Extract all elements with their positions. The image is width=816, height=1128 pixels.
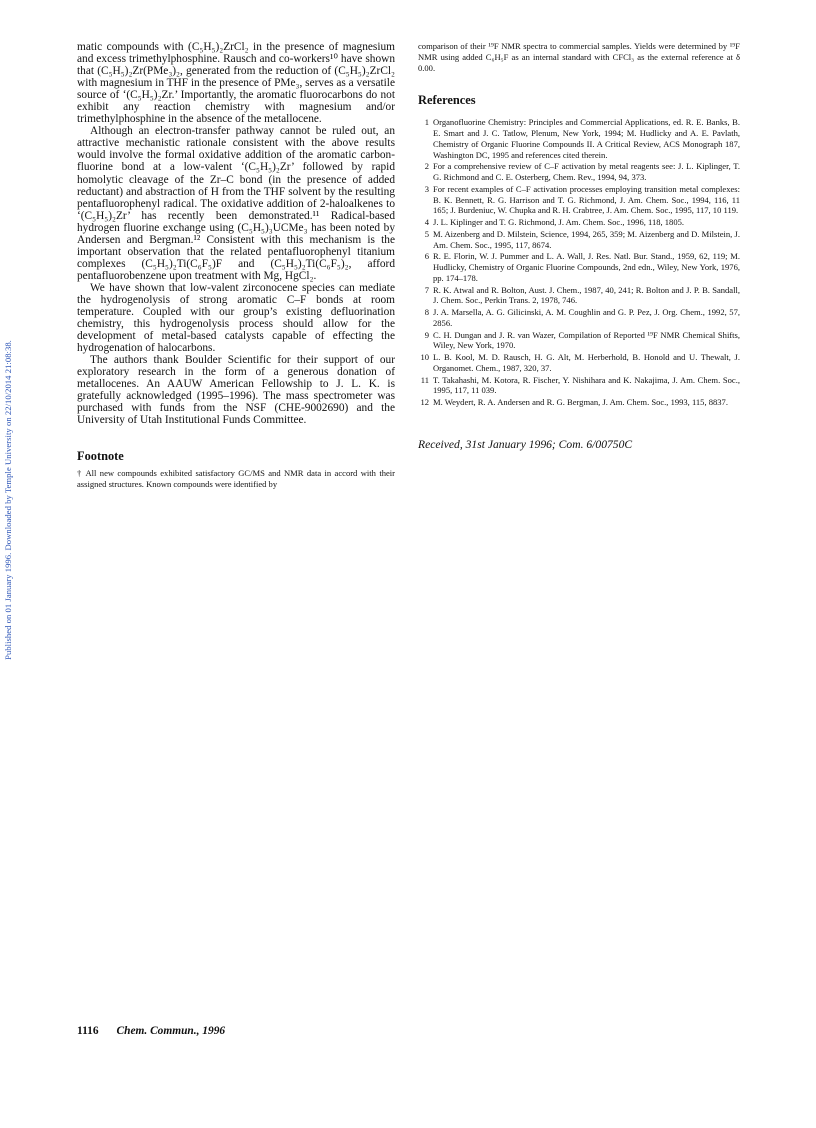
reference-text: R. E. Florin, W. J. Pummer and L. A. Wall, J. Res. Natl. Bur. Stand., 1959, 62, 119; M. Hudlicky, Chemistry of Organic Fluorine Compounds, 2nd edn., Wiley, New York, 1976, pp. 174–178. xyxy=(433,251,740,283)
reference-text: R. K. Atwal and R. Bolton, Aust. J. Chem., 1987, 40, 241; R. Bolton and J. P. B. Sandall, J. Chem. Soc., Perkin Trans. 2, 1978, 746. xyxy=(433,284,740,306)
body-paragraph: Although an electron-transfer pathway cannot be ruled out, an attractive mechanistic rationale consistent with the above results would involve the formal oxidative addition of the aromatic carbon-fluorine bond at a low-valent ‘(C₅H₅)₂Zr’ followed by rapid homolytic cleavage of the Zr–C bond (in the presence of added reductant) and abstraction of H from the THF solvent by the resulting pentafluorophenyl radical. The oxidative addition of 2-haloalkenes to ‘(C₅H₅)₂Zr’ has recently been demonstrated.¹¹ Radical-based hydrogen fluorine exchange using (C₅H₅)₃UCMe₃ has been noted by Andersen and Bergman.¹² Consistent with this mechanism is the important observation that the related pentafluorophenyl titanium complexes (C₅H₅)₂Ti(C₆F₅)F and (C₅H₅)₂Ti(C₆F₅)₂, afford pentafluorobenzene upon treatment with Mg, HgCl₂. xyxy=(77,125,395,282)
footnote-continuation: comparison of their ¹⁹F NMR spectra to commercial samples. Yields were determined by ¹⁹F NMR using added C₆H₅F as an internal standard with CFCl₃ as the external reference at δ 0.00. xyxy=(418,41,740,74)
reference-number: 10 xyxy=(420,352,429,363)
footnote-text: † All new compounds exhibited satisfactory GC/MS and NMR data in accord with their assigned structures. Known compounds were identified by xyxy=(77,467,395,489)
reference-number: 9 xyxy=(424,329,429,340)
reference-number: 5 xyxy=(424,228,429,239)
reference-text: Organofluorine Chemistry: Principles and Commercial Applications, ed. R. E. Banks, B. E. Smart and J. C. Tatlow, Plenum, New York, 1994; M. Hudlicky and A. E. Pavlath, Chemistry of Organic Fluorine Compounds II. A Critical Review, ACS Monograph 187, Washington DC, 1995 and references cited therein. xyxy=(433,117,740,160)
reference-text: For recent examples of C–F activation processes employing transition metal complexes: B. K. Bennett, R. G. Harrison and T. G. Richmond, J. Am. Chem. Soc., 1994, 116, 11 165; J. Burdeniuc, W. Chupka and R. H. Crabtree, J. Am. Chem. Soc., 1995, 117, 10 119. xyxy=(433,183,740,216)
reference-item xyxy=(418,217,740,228)
body-paragraph: matic compounds with (C₅H₅)₂ZrCl₂ in the presence of magnesium and excess trimethylphosphine. Rausch and co-workers¹⁰ have shown that (C₅H₅)₂Zr(PMe₃)₂, generated from the reduction of (C₅H₅)₂ZrCl₂ with magnesium in THF in the presence of PMe₃, serves as a versatile source of ‘(C₅H₅)₂Zr.’ Importantly, the aromatic fluorocarbons do not exhibit any reaction chemistry with magnesium and/or trimethylphosphine in the absence of the metallocene. xyxy=(77,41,395,126)
reference-text: L. B. Kool, M. D. Rausch, H. G. Alt, M. Herberhold, B. Honold and U. Thewalt, J. Organomet. Chem., 1987, 320, 37. xyxy=(433,352,740,373)
reference-text: T. Takahashi, M. Kotora, R. Fischer, Y. Nishihara and K. Nakajima, J. Am. Chem. Soc., 1995, 117, 11 039. xyxy=(433,374,740,396)
reference-item xyxy=(418,397,740,408)
reference-item xyxy=(418,375,740,397)
reference-text: C. H. Dungan and J. R. van Wazer, Compilation of Reported ¹⁹F NMR Chemical Shifts, Wiley, New York, 1970. xyxy=(433,329,740,351)
reference-text: J. L. Kiplinger and T. G. Richmond, J. Am. Chem. Soc., 1996, 118, 1805. xyxy=(433,217,685,228)
left-column xyxy=(77,41,395,490)
reference-number: 6 xyxy=(424,251,429,262)
reference-item xyxy=(418,184,740,216)
reference-item xyxy=(418,229,740,251)
page-footer xyxy=(77,1025,225,1037)
reference-number: 1 xyxy=(424,117,429,128)
body-paragraph: We have shown that low-valent zirconocene species can mediate the hydrogenolysis of strong aromatic C–F bonds at room temperature. Coupled with our group’s existing defluorination chemistry, this hydrogenolysis process should allow for the development of metal-based catalysts capable of effecting the hydrogenation of halocarbons. xyxy=(77,281,395,355)
references-heading: References xyxy=(418,93,476,108)
reference-number: 2 xyxy=(424,161,429,172)
reference-number: 7 xyxy=(424,284,429,295)
references-list xyxy=(418,117,740,408)
reference-number: 8 xyxy=(424,307,429,318)
reference-number: 12 xyxy=(420,397,429,408)
reference-item xyxy=(418,330,740,352)
reference-text: M. Weydert, R. A. Andersen and R. G. Bergman, J. Am. Chem. Soc., 1993, 115, 8837. xyxy=(433,397,728,408)
received-date: Received, 31st January 1996; Com. 6/00750C xyxy=(418,437,633,451)
reference-item xyxy=(418,117,740,160)
reference-item xyxy=(418,161,740,183)
page-number: 1116 xyxy=(77,1025,99,1037)
reference-item xyxy=(418,251,740,283)
download-watermark xyxy=(1,335,15,665)
reference-number: 4 xyxy=(424,217,429,228)
reference-number: 11 xyxy=(420,374,429,385)
footnote-heading: Footnote xyxy=(77,448,124,463)
download-watermark-text: Published on 01 January 1996. Downloaded by Temple University on 22/10/2014 21:08:38. xyxy=(3,340,13,660)
reference-item xyxy=(418,352,740,374)
reference-text: For a comprehensive review of C–F activation by metal reagents see: J. L. Kiplinger, T. G. Richmond and C. E. Osterberg, Chem. Rev., 1994, 94, 373. xyxy=(433,161,740,183)
reference-item xyxy=(418,307,740,329)
reference-item xyxy=(418,285,740,307)
right-column xyxy=(418,41,740,451)
reference-text: J. A. Marsella, A. G. Gilicinski, A. M. Coughlin and G. P. Pez, J. Org. Chem., 1992, 57, 2856. xyxy=(433,307,740,328)
acknowledgements-paragraph: The authors thank Boulder Scientific for their support of our exploratory research in the form of a generous donation of metallocenes. An AAUW American Fellowship to J. L. K. is gratefully acknowledged (1995–1996). The mass spectrometer was purchased with funds from the NSF (CHE-9002690) and the University of Utah Institutional Funds Committee. xyxy=(77,354,395,427)
reference-number: 3 xyxy=(424,183,429,194)
reference-text: M. Aizenberg and D. Milstein, Science, 1994, 265, 359; M. Aizenberg and D. Milstein, J. Am. Chem. Soc., 1995, 117, 8674. xyxy=(433,228,740,250)
journal-name: Chem. Commun., 1996 xyxy=(116,1025,226,1037)
